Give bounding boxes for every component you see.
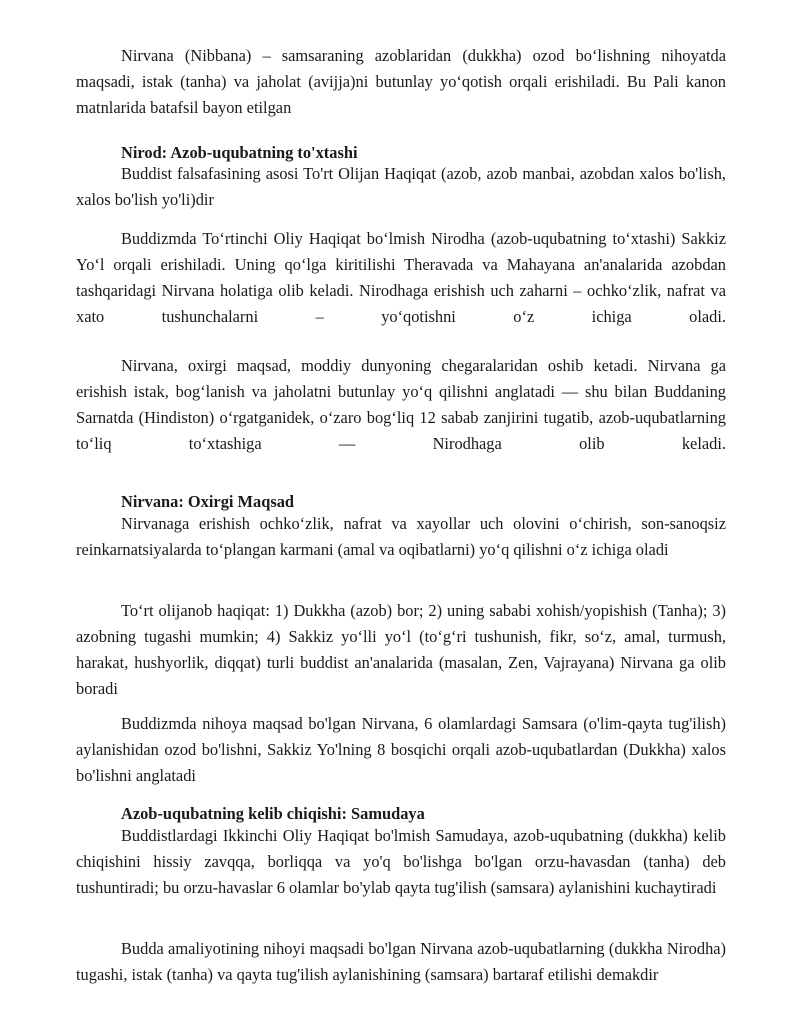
heading-nirod: Nirod: Azob-uqubatning to'xtashi xyxy=(121,143,358,162)
heading-samudaya: Azob-uqubatning kelib chiqishi: Samudaya xyxy=(121,804,425,823)
paragraph-four-truths-basis: Buddist falsafasining asosi To'rt Olijan Haqiqat (azob, azob manbai, azobdan xalos bo'lish, xalos bo'lish yo'li)dir xyxy=(76,164,726,209)
paragraph-samudaya: Buddistlardagi Ikkinchi Oliy Haqiqat bo'lmish Samudaya, azob-uqubatning (dukkha) kelib chiqishini hissiy zavqqa, borliqqa va yo'q bo'lishga bo'lgan orzu-havasdan (tanha) deb tushuntiradi; bu orzu-havaslar 6 olamlar bo'ylab qayta tug'ilish (samsara) aylanishini kuchaytiradi xyxy=(76,826,726,897)
paragraph-nirvana-end: Budda amaliyotining nihoyi maqsadi bo'lgan Nirvana azob-uqubatlarning (dukkha Nirodha) tugashi, istak (tanha) va qayta tug'ilish aylanishining (samsara) bartaraf etilishi demakdir xyxy=(76,939,726,984)
heading-nirvana-final-goal: Nirvana: Oxirgi Maqsad xyxy=(121,492,295,511)
paragraph-four-noble-truths: To‘rt olijanob haqiqat: 1) Dukkha (azob) bor; 2) uning sababi xohish/yopishish (Tanha); 3) azobning tugashi mumkin; 4) Sakkiz yo‘lli yo‘l (to‘g‘ri tushunish, fikr, so‘z, amal, turmush, harakat, hushyorlik, diqqat) turli buddist an'analarida (masalan, Zen, Vajrayana) Nirvana ga olib boradi xyxy=(76,601,726,698)
paragraph-nirvana-ultimate: Nirvana, oxirgi maqsad, moddiy dunyoning chegaralaridan oshib ketadi. Nirvana ga erishish istak, bog‘lanish va jaholatni butunlay yo‘q qilishni anglatadi — shu bilan Buddaning Sarnatda (Hindiston) o‘rgatganidek, o‘zaro bog‘liq 12 sabab zanjirini tugatib, azob-uqubatlarning to‘liq to‘xtashiga — Nirodhaga olib keladi. xyxy=(76,356,726,453)
paragraph-nirvana-intro: Nirvana (Nibbana) – samsaraning azoblaridan (dukkha) ozod bo‘lishning nihoyatda maqsadi, istak (tanha) va jaholat (avijja)ni butunlay yo‘qotish orqali erishiladi. Bu Pali kanon matnlarida batafsil bayon etilgan xyxy=(76,46,726,117)
paragraph-three-fires: Nirvanaga erishish ochko‘zlik, nafrat va xayollar uch olovini o‘chirish, son-sanoqsiz reinkarnatsiyalarda to‘plangan karmani (amal va oqibatlarni) yo‘q qilishni o‘z ichiga oladi xyxy=(76,514,726,559)
paragraph-samsara-release: Buddizmda nihoya maqsad bo'lgan Nirvana, 6 olamlardagi Samsara (o'lim-qayta tug'ilish) aylanishidan ozod bo'lishni, Sakkiz Yo'lning 8 bosqichi orqali azob-uqubatlardan (Dukkha) xalos bo'lishni anglatadi xyxy=(76,714,726,785)
paragraph-nirodha: Buddizmda To‘rtinchi Oliy Haqiqat bo‘lmish Nirodha (azob-uqubatning to‘xtashi) Sakkiz Yo‘l orqali erishiladi. Uning qo‘lga kiritilishi Theravada va Mahayana an'analarida azobdan tashqaridagi Nirvana holatiga olib keladi. Nirodhaga erishish uch zaharni – ochko‘zlik, nafrat va xato tushunchalarni – yo‘qotishni o‘z ichiga oladi. xyxy=(76,229,726,326)
